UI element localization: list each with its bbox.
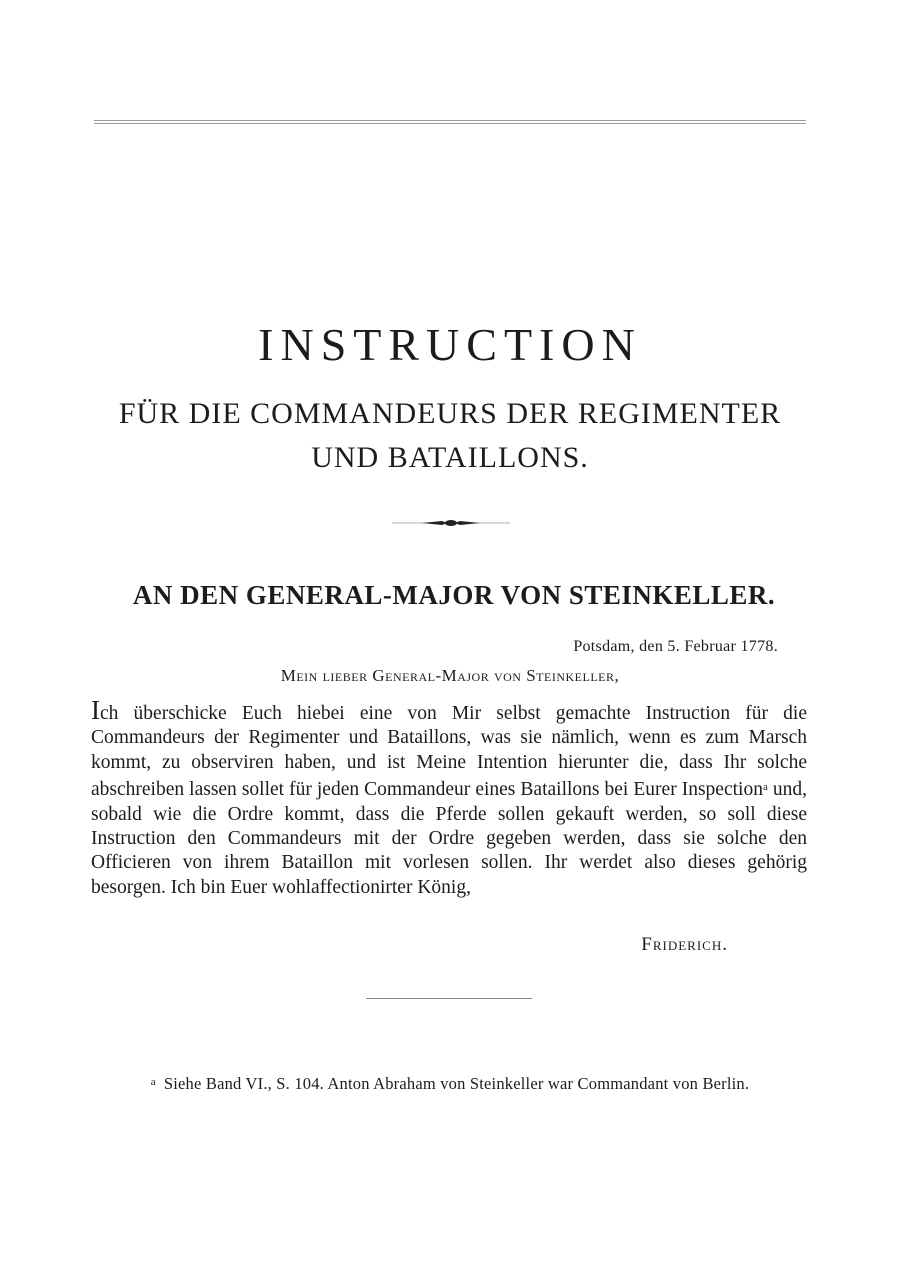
footnote: [0, 1074, 900, 1094]
ornament-divider-icon: [392, 516, 510, 530]
drop-initial: I: [91, 695, 100, 725]
page-title: INSTRUCTION: [258, 319, 642, 370]
footnote-separator: [366, 998, 532, 999]
footnote-text: Siehe Band VI., S. 104. Anton Abraham von Steinkeller war Commandant von Berlin.: [163, 1074, 750, 1093]
subtitle-line-2: UND BATAILLONS.: [311, 441, 589, 474]
footnote-reference: a: [762, 781, 768, 794]
page-subtitle: [0, 392, 900, 480]
letter-text-part-1: ch überschicke Euch hiebei eine von Mir selbst gemachte Instruction für die Commandeurs der Regimenter und Bataillons, was sie nämlich, wenn es zum Marsch kommt, zu observiren haben, und ist Meine Intention hierunter die, dass Ihr solche abschreiben lassen sollet für jeden Commandeur eines Bataillons bei Eurer Inspection: [91, 703, 807, 801]
footnote-letter: a: [150, 1076, 156, 1088]
letter-text-part-2: und, sobald wie die Ordre kommt, dass die Pferde sollen gekauft werden, so soll diese Instruction den Commandeurs mit der Ordre gegeben werden, dass sie solche den Officieren von ihrem Bataillon mit vorlesen sollen. Ihr werdet also dieses gehörig besorgen. Ich bin Euer wohlaffectionirter König,: [91, 779, 807, 898]
subtitle-line-1: FÜR DIE COMMANDEURS DER REGIMENTER: [118, 397, 782, 430]
date-line: Potsdam, den 5. Februar 1778.: [573, 638, 778, 655]
letter-body: [91, 695, 807, 900]
signature: Friderich.: [641, 934, 728, 955]
top-double-rule: [94, 120, 806, 130]
salutation: Mein lieber General-Major von Steinkeller,: [280, 666, 620, 685]
letter-heading: AN DEN GENERAL-MAJOR VON STEINKELLER.: [132, 580, 776, 610]
